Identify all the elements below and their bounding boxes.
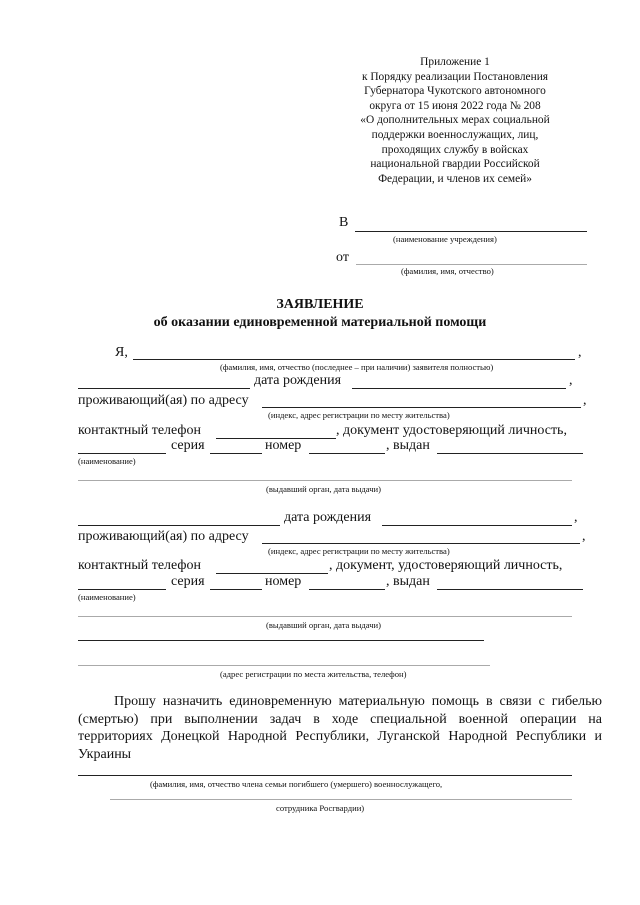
document-label: , документ удостоверяющий личность,	[336, 423, 567, 438]
doc-name-caption: (наименование)	[78, 456, 136, 466]
annex-line: к Порядку реализации Постановления	[361, 70, 549, 83]
second-number-field[interactable]	[309, 589, 385, 590]
second-birth-label: дата рождения	[284, 510, 372, 525]
comma: ,	[574, 510, 578, 525]
second-address-caption: (индекс, адрес регистрации по месту жительства)	[268, 546, 450, 556]
address-field[interactable]	[262, 407, 581, 408]
annex-line: «О дополнительных мерах социальной	[360, 114, 550, 127]
deceased-extra-field[interactable]	[110, 799, 572, 800]
phone-label: контактный телефон	[78, 423, 201, 438]
from-name-field[interactable]	[356, 264, 587, 265]
birth-label: дата рождения	[254, 373, 342, 388]
annex-line: поддержки военнослужащих, лиц,	[371, 128, 539, 141]
second-address-label: проживающий(ая) по адресу	[78, 529, 249, 544]
issuer-field[interactable]	[78, 480, 572, 481]
second-extra-field[interactable]	[78, 640, 484, 641]
applicant-extra-field[interactable]	[78, 388, 250, 389]
document-subtitle: об оказании единовременной материальной помощи	[153, 315, 487, 330]
request-text: Прошу назначить единовременную материальную помощь в связи с гибелью (смертью) при выполнении задач в ходе специальной военной операции на территориях Донецкой Народной Республики, Луганской Народной Республики и Украины	[78, 694, 602, 762]
annex-line: национальной гвардии Российской	[370, 158, 540, 171]
institution-caption: (наименование учреждения)	[393, 234, 497, 244]
series-label: серия	[171, 438, 205, 453]
annex-line: проходящих службу в войсках	[381, 143, 529, 156]
document-title: ЗАЯВЛЕНИЕ	[276, 297, 364, 312]
annex-line: округа от 15 июня 2022 года № 208	[369, 99, 541, 112]
annex-block	[330, 55, 580, 186]
second-name-field[interactable]	[78, 525, 280, 526]
second-address-field[interactable]	[262, 543, 580, 544]
address-label: проживающий(ая) по адресу	[78, 393, 249, 408]
issued-by-field[interactable]	[437, 453, 583, 454]
second-doc-name-field[interactable]	[78, 589, 166, 590]
annex-line: Губернатора Чукотского автономного	[364, 85, 546, 98]
second-issued-label: , выдан	[386, 574, 430, 589]
second-number-label: номер	[265, 574, 302, 589]
deceased-name-field[interactable]	[78, 775, 572, 776]
doc-name-field[interactable]	[78, 453, 166, 454]
second-series-field[interactable]	[210, 589, 262, 590]
registration-field[interactable]	[78, 665, 490, 666]
comma: ,	[569, 373, 573, 388]
second-series-label: серия	[171, 574, 205, 589]
second-issuer-field[interactable]	[78, 616, 572, 617]
second-issuer-caption: (выдавший орган, дата выдачи)	[266, 620, 381, 630]
request-paragraph	[78, 693, 602, 763]
annex-line: Приложение 1	[420, 56, 490, 68]
from-name-caption: (фамилия, имя, отчество)	[401, 266, 494, 276]
number-field[interactable]	[309, 453, 385, 454]
i-label: Я,	[115, 345, 128, 360]
applicant-name-field[interactable]	[133, 359, 575, 360]
from-label: от	[336, 250, 349, 265]
applicant-name-caption: (фамилия, имя, отчество (последнее – при наличии) заявителя полностью)	[220, 362, 494, 372]
series-field[interactable]	[210, 453, 262, 454]
comma: ,	[582, 529, 586, 544]
institution-field[interactable]	[355, 231, 587, 232]
second-birth-date-field[interactable]	[382, 525, 572, 526]
issued-label: , выдан	[386, 438, 430, 453]
second-doc-name-caption: (наименование)	[78, 592, 136, 602]
second-document-label: , документ, удостоверяющий личность,	[329, 558, 563, 573]
to-label: В	[339, 215, 349, 230]
rosgvardia-caption: сотрудника Росгвардии)	[276, 803, 365, 813]
annex-line: Федерации, и членов их семей»	[378, 172, 532, 185]
second-issued-by-field[interactable]	[437, 589, 583, 590]
birth-date-field[interactable]	[352, 388, 566, 389]
comma: ,	[578, 345, 582, 360]
issuer-caption: (выдавший орган, дата выдачи)	[266, 484, 381, 494]
registration-caption: (адрес регистрации по места жительства, телефон)	[220, 669, 407, 679]
deceased-caption: (фамилия, имя, отчество члена семьи погибшего (умершего) военнослужащего,	[150, 779, 443, 789]
comma: ,	[583, 393, 587, 408]
second-phone-label: контактный телефон	[78, 558, 201, 573]
number-label: номер	[265, 438, 302, 453]
address-caption: (индекс, адрес регистрации по месту жительства)	[268, 410, 450, 420]
